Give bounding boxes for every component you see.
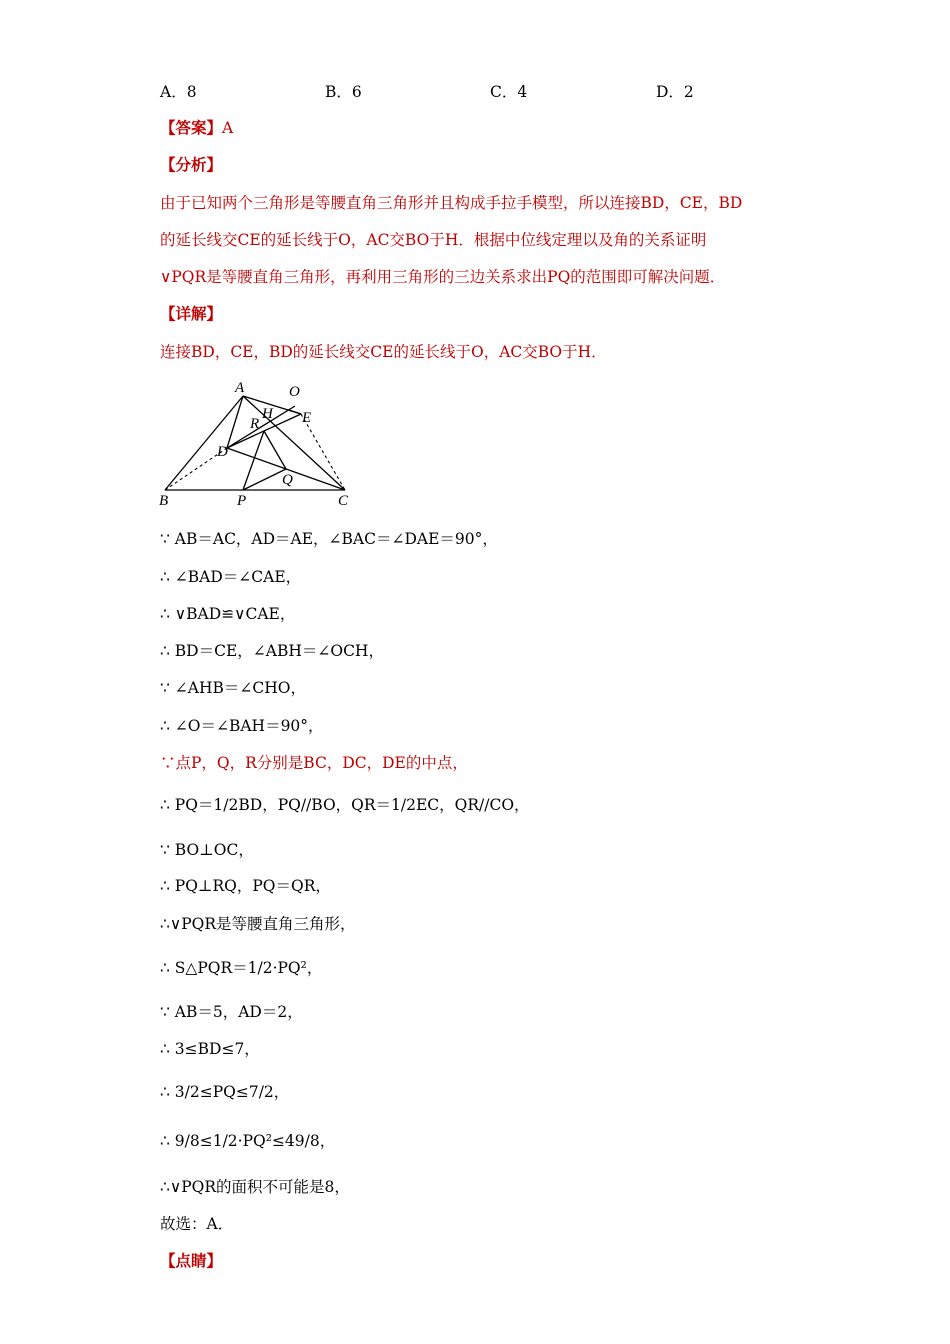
step-7: ∵点P，Q，R分别是BC，DC，DE的中点， <box>160 754 468 772</box>
label-a: A <box>235 380 245 396</box>
geometry-figure <box>155 378 365 510</box>
option-c: C．4 <box>490 83 528 101</box>
label-c: C <box>338 493 349 509</box>
segment-ab <box>165 396 243 490</box>
analysis-line-1: 由于已知两个三角形是等腰直角三角形并且构成手拉手模型，所以连接BD，CE，BD <box>160 194 743 212</box>
step-3: ∴ ∨BAD≌∨CAE， <box>160 605 296 623</box>
segment-eo <box>289 410 301 414</box>
detail-intro: 连接BD，CE，BD的延长线交CE的延长线于O，AC交BO于H． <box>160 343 607 361</box>
label-d: D <box>217 444 228 460</box>
step-14: ∴ 3≤BD≤7， <box>160 1040 260 1058</box>
analysis-heading: 【分析】 <box>160 155 223 174</box>
step-9: ∵ BO⊥OC， <box>160 841 254 859</box>
segment-rq <box>264 431 286 469</box>
label-h: H <box>262 406 273 422</box>
answer-value: A <box>222 119 234 137</box>
answer-line <box>160 117 233 139</box>
step-16: ∴ 9/8≤1/2·PQ²≤49/8， <box>160 1132 336 1150</box>
detail-heading: 【详解】 <box>160 304 223 323</box>
analysis-line-3: ∨PQR是等腰直角三角形，再利用三角形的三边关系求出PQ的范围即可解决问题． <box>160 268 726 286</box>
label-q: Q <box>282 472 293 488</box>
option-a: A．8 <box>160 83 197 101</box>
label-r: R <box>250 416 260 432</box>
step-6: ∴ ∠O＝∠BAH＝90°， <box>160 717 324 735</box>
analysis-line-2: 的延长线交CE的延长线于O，AC交BO于H．根据中位线定理以及角的关系证明 <box>160 231 707 249</box>
step-15: ∴ 3/2≤PQ≤7/2， <box>160 1083 290 1101</box>
step-18: 故选：A． <box>160 1215 234 1233</box>
step-1: ∵ AB＝AC，AD＝AE，∠BAC＝∠DAE＝90°， <box>160 530 498 548</box>
step-10: ∴ PQ⊥RQ，PQ＝QR， <box>160 877 331 895</box>
step-5: ∵ ∠AHB＝∠CHO， <box>160 679 306 697</box>
comment-heading: 【点睛】 <box>160 1251 223 1270</box>
segment-ac <box>243 396 345 490</box>
step-8: ∴ PQ＝1/2BD，PQ//BO，QR＝1/2EC，QR//CO， <box>160 796 530 814</box>
answer-heading: 【答案】 <box>160 118 223 137</box>
label-o: O <box>289 384 300 400</box>
step-11: ∴∨PQR是等腰直角三角形， <box>160 915 356 933</box>
label-e: E <box>302 410 312 426</box>
step-17: ∴∨PQR的面积不可能是8， <box>160 1178 350 1196</box>
step-12: ∴ S△PQR＝1/2·PQ²， <box>160 959 323 977</box>
step-4: ∴ BD＝CE，∠ABH＝∠OCH， <box>160 642 384 660</box>
option-b: B．6 <box>325 83 362 101</box>
step-2: ∴ ∠BAD＝∠CAE， <box>160 568 302 586</box>
label-p: P <box>237 493 247 509</box>
option-d: D．2 <box>656 83 694 101</box>
label-b: B <box>159 493 169 509</box>
step-13: ∵ AB＝5，AD＝2， <box>160 1003 303 1021</box>
